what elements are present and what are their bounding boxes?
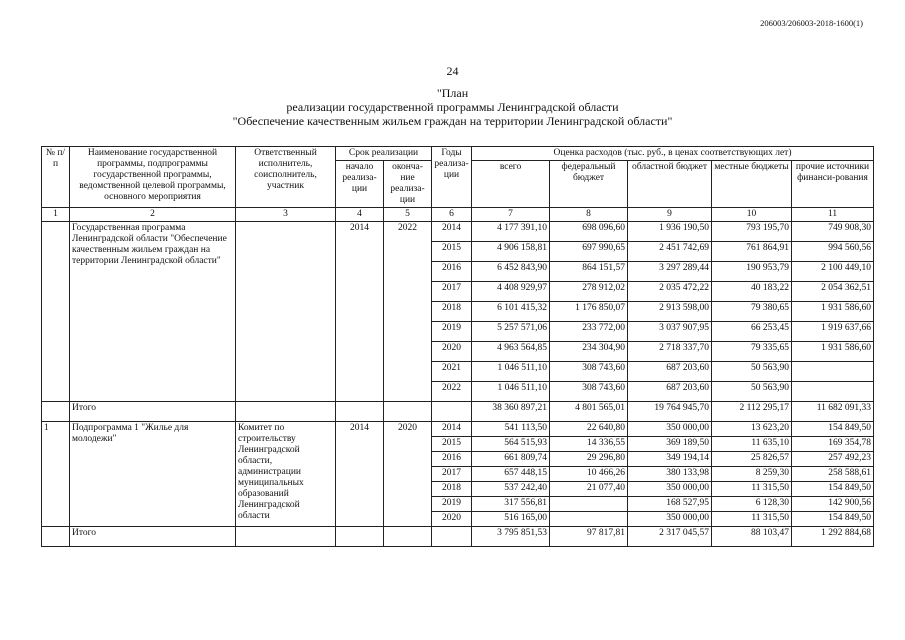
other-cell: 1 931 586,60 [792,342,874,362]
year-cell: 2020 [432,512,472,527]
program-name: Подпрограмма 1 "Жилье для молодежи" [70,422,236,527]
regional-cell: 2 317 045,57 [628,527,712,547]
header-costs: Оценка расходов (тыс. руб., в ценах соответствующих лет) [472,147,874,161]
responsible: Комитет по строительству Ленинградской области, администрации муниципальных образований Ленинградской области [236,422,336,527]
total-cell: 1 046 511,10 [472,382,550,402]
total-cell: 657 448,15 [472,467,550,482]
start-year: 2014 [336,422,384,527]
total-cell: 564 515,93 [472,437,550,452]
other-cell: 142 900,56 [792,497,874,512]
other-cell: 154 849,50 [792,422,874,437]
total-cell: 317 556,81 [472,497,550,512]
itogo-row [42,402,874,422]
start-year [336,402,384,422]
local-cell: 13 623,20 [712,422,792,437]
federal-cell: 29 296,80 [550,452,628,467]
regional-cell: 369 189,50 [628,437,712,452]
itogo-label: Итого [70,527,236,547]
federal-cell: 10 466,26 [550,467,628,482]
start-year: 2014 [336,222,384,402]
year-cell: 2014 [432,222,472,242]
local-cell: 6 128,30 [712,497,792,512]
other-cell: 258 588,61 [792,467,874,482]
local-cell: 2 112 295,17 [712,402,792,422]
end-year: 2022 [384,222,432,402]
start-year [336,527,384,547]
federal-cell: 14 336,55 [550,437,628,452]
row-number [42,402,70,422]
year-cell: 2019 [432,322,472,342]
total-cell: 4 408 929,97 [472,282,550,302]
federal-cell: 4 801 565,01 [550,402,628,422]
year-cell: 2016 [432,262,472,282]
end-year: 2020 [384,422,432,527]
header-responsible: Ответственный исполнитель, соисполнитель, участник [236,147,336,208]
other-cell: 257 492,23 [792,452,874,467]
year-cell: 2015 [432,242,472,262]
total-cell: 541 113,50 [472,422,550,437]
year-cell [432,527,472,547]
responsible [236,402,336,422]
header-term-end: оконча-ние реализа-ции [384,161,432,208]
header-local: местные бюджеты [712,161,792,208]
federal-cell [550,512,628,527]
local-cell: 40 183,22 [712,282,792,302]
other-cell: 749 908,30 [792,222,874,242]
header-term: Срок реализации [336,147,432,161]
col-index: 1 [42,208,70,222]
federal-cell: 97 817,81 [550,527,628,547]
header-regional: областной бюджет [628,161,712,208]
year-cell: 2017 [432,467,472,482]
local-cell: 66 253,45 [712,322,792,342]
end-year [384,402,432,422]
header-name: Наименование государственной программы, подпрограммы государственной программы, ведомственной целевой программы, основного мероприятия [70,147,236,208]
col-index: 4 [336,208,384,222]
local-cell: 25 826,57 [712,452,792,467]
year-cell: 2017 [432,282,472,302]
row-number [42,527,70,547]
local-cell: 190 953,79 [712,262,792,282]
col-index: 8 [550,208,628,222]
local-cell: 11 315,50 [712,482,792,497]
header-federal: федеральный бюджет [550,161,628,208]
regional-cell: 380 133,98 [628,467,712,482]
header-total: всего [472,161,550,208]
title-line: реализации государственной программы Ленинградской области [286,100,619,114]
year-cell: 2020 [432,342,472,362]
year-cell: 2018 [432,302,472,322]
federal-cell: 21 077,40 [550,482,628,497]
local-cell: 79 380,65 [712,302,792,322]
federal-cell: 1 176 850,07 [550,302,628,322]
other-cell: 1 931 586,60 [792,302,874,322]
col-index: 11 [792,208,874,222]
col-index: 3 [236,208,336,222]
header-other: прочие источники финанси-рования [792,161,874,208]
regional-cell: 3 037 907,95 [628,322,712,342]
total-cell: 4 906 158,81 [472,242,550,262]
table-row [42,422,874,437]
total-cell: 5 257 571,06 [472,322,550,342]
plan-table [41,146,874,547]
regional-cell: 350 000,00 [628,422,712,437]
col-index: 6 [432,208,472,222]
year-cell: 2019 [432,497,472,512]
page-number: 24 [446,64,459,78]
regional-cell: 687 203,60 [628,382,712,402]
col-index: 9 [628,208,712,222]
title-line: "План [436,86,469,100]
itogo-row [42,527,874,547]
federal-cell: 864 151,57 [550,262,628,282]
local-cell: 79 335,65 [712,342,792,362]
federal-cell: 308 743,60 [550,362,628,382]
column-index-row [42,208,874,222]
title-line: "Обеспечение качественным жильем граждан на территории Ленинградской области" [232,114,673,128]
regional-cell: 1 936 190,50 [628,222,712,242]
federal-cell: 308 743,60 [550,382,628,402]
year-cell: 2015 [432,437,472,452]
federal-cell: 278 912,02 [550,282,628,302]
col-index: 10 [712,208,792,222]
total-cell: 4 963 564,85 [472,342,550,362]
regional-cell: 349 194,14 [628,452,712,467]
total-cell: 1 046 511,10 [472,362,550,382]
federal-cell: 697 990,65 [550,242,628,262]
total-cell: 516 165,00 [472,512,550,527]
regional-cell: 2 913 598,00 [628,302,712,322]
end-year [384,527,432,547]
other-cell: 154 849,50 [792,482,874,497]
row-number [42,222,70,402]
document-id: 206003/206003-2018-1600(1) [760,18,863,28]
local-cell: 793 195,70 [712,222,792,242]
other-cell [792,382,874,402]
federal-cell: 234 304,90 [550,342,628,362]
local-cell: 11 635,10 [712,437,792,452]
other-cell: 1 919 637,66 [792,322,874,342]
other-cell: 994 560,56 [792,242,874,262]
col-index: 7 [472,208,550,222]
itogo-label: Итого [70,402,236,422]
year-cell [432,402,472,422]
regional-cell: 168 527,95 [628,497,712,512]
regional-cell: 350 000,00 [628,512,712,527]
document-title [0,86,905,128]
regional-cell: 2 718 337,70 [628,342,712,362]
other-cell: 2 100 449,10 [792,262,874,282]
other-cell: 11 682 091,33 [792,402,874,422]
year-cell: 2022 [432,382,472,402]
header-row [42,147,874,161]
total-cell: 6 452 843,90 [472,262,550,282]
year-cell: 2018 [432,482,472,497]
responsible [236,222,336,402]
local-cell: 88 103,47 [712,527,792,547]
regional-cell: 2 035 472,22 [628,282,712,302]
local-cell: 11 315,50 [712,512,792,527]
other-cell: 169 354,78 [792,437,874,452]
col-index: 5 [384,208,432,222]
federal-cell: 698 096,60 [550,222,628,242]
local-cell: 8 259,30 [712,467,792,482]
regional-cell: 19 764 945,70 [628,402,712,422]
total-cell: 38 360 897,21 [472,402,550,422]
total-cell: 6 101 415,32 [472,302,550,322]
responsible [236,527,336,547]
regional-cell: 687 203,60 [628,362,712,382]
regional-cell: 350 000,00 [628,482,712,497]
total-cell: 537 242,40 [472,482,550,497]
other-cell: 154 849,50 [792,512,874,527]
total-cell: 661 809,74 [472,452,550,467]
federal-cell: 22 640,80 [550,422,628,437]
year-cell: 2014 [432,422,472,437]
local-cell: 50 563,90 [712,382,792,402]
total-cell: 4 177 391,10 [472,222,550,242]
other-cell: 2 054 362,51 [792,282,874,302]
row-number: 1 [42,422,70,527]
total-cell: 3 795 851,53 [472,527,550,547]
regional-cell: 3 297 289,44 [628,262,712,282]
table-row [42,222,874,242]
header-years: Годы реализа-ции [432,147,472,208]
federal-cell: 233 772,00 [550,322,628,342]
other-cell [792,362,874,382]
col-index: 2 [70,208,236,222]
year-cell: 2016 [432,452,472,467]
regional-cell: 2 451 742,69 [628,242,712,262]
local-cell: 761 864,91 [712,242,792,262]
program-name: Государственная программа Ленинградской области "Обеспечение качественным жильем граждан на территории Ленинградской области" [70,222,236,402]
header-term-start: начало реализа-ции [336,161,384,208]
year-cell: 2021 [432,362,472,382]
header-num: № п/п [42,147,70,208]
federal-cell [550,497,628,512]
local-cell: 50 563,90 [712,362,792,382]
other-cell: 1 292 884,68 [792,527,874,547]
